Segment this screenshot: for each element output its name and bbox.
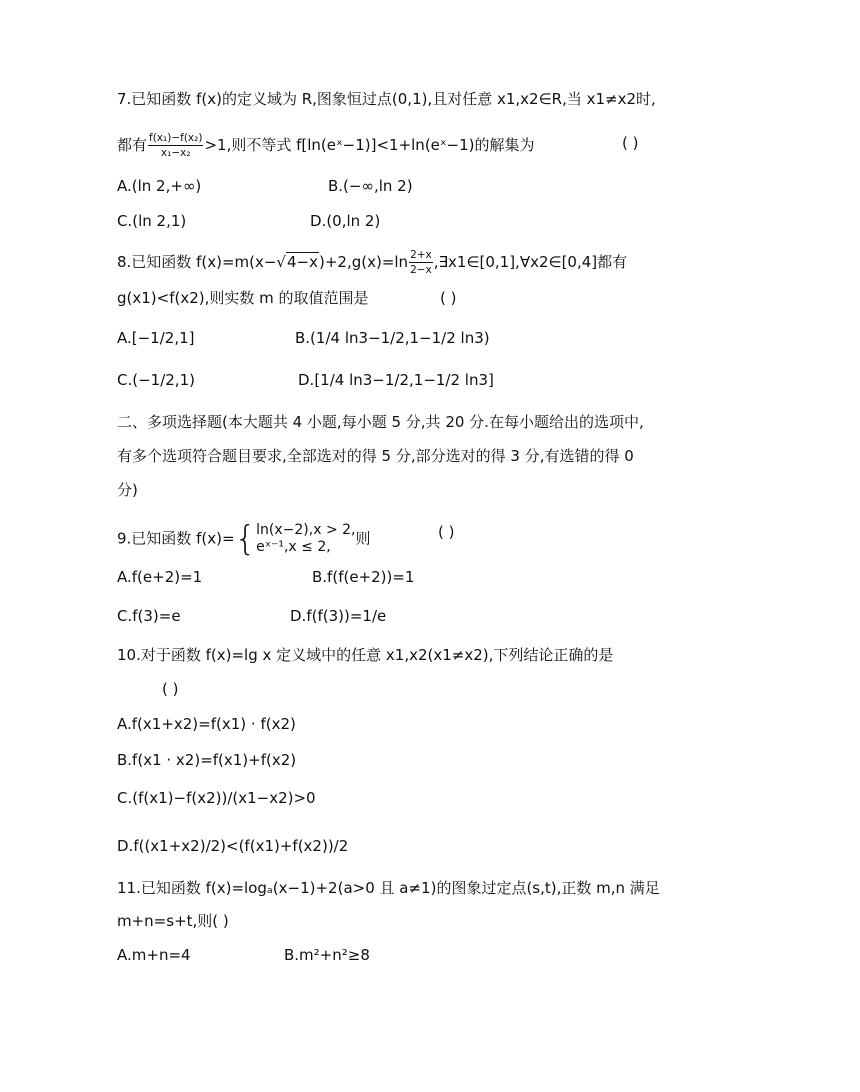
q7-fraction-denominator: x₁−x₂: [160, 146, 191, 159]
q7-stem-line2: [117, 133, 535, 158]
q9-case-2: eˣ⁻¹,x ≤ 2,: [256, 539, 331, 555]
q9-piecewise-cases: [256, 522, 355, 556]
q11-stem-line1: 11.已知函数 f(x)=logₐ(x−1)+2(a>0 且 a≠1)的图象过定点(s,t),正数 m,n 满足: [117, 879, 660, 897]
q8-fraction-denominator: 2−x: [410, 263, 432, 276]
q9-option-d: D.f(f(3))=1/e: [290, 607, 387, 625]
q9-piecewise-brace: {: [234, 519, 257, 559]
q8-sqrt: √4−x: [276, 253, 318, 271]
q8-fraction-numerator: 2+x: [410, 249, 432, 261]
q10-option-c: C.(f(x1)−f(x2))/(x1−x2)>0: [117, 789, 316, 807]
q11-option-b: B.m²+n²≥8: [284, 946, 370, 964]
q9-option-b: B.f(f(e+2))=1: [312, 568, 415, 586]
q10-option-d: D.f((x1+x2)/2)<(f(x1)+f(x2))/2: [117, 837, 349, 855]
section2-intro-line1: 二、多项选择题(本大题共 4 小题,每小题 5 分,共 20 分.在每小题给出的选项中,: [117, 413, 644, 431]
q7-stem-suffix: >1,则不等式 f[ln(eˣ−1)]<1+ln(eˣ−1)的解集为: [204, 136, 535, 154]
q9-answer-paren: ( ): [438, 523, 455, 541]
q8-option-b: B.(1/4 ln3−1/2,1−1/2 ln3): [295, 329, 490, 347]
q8-stem-part1: 8.已知函数 f(x)=m(x−: [117, 253, 277, 271]
q8-option-c: C.(−1/2,1): [117, 371, 195, 389]
q7-option-a: A.(ln 2,+∞): [117, 177, 202, 195]
q7-fraction: [148, 133, 203, 158]
q11-option-a: A.m+n=4: [117, 946, 191, 964]
q9-stem-suffix: 则: [355, 529, 371, 548]
q8-option-d: D.[1/4 ln3−1/2,1−1/2 ln3]: [298, 371, 494, 389]
q8-fraction: [409, 250, 433, 275]
q9-option-a: A.f(e+2)=1: [117, 568, 203, 586]
q8-stem-line2: g(x1)<f(x2),则实数 m 的取值范围是: [117, 289, 369, 307]
q7-stem-prefix: 都有: [117, 136, 148, 154]
q8-answer-paren: ( ): [440, 289, 457, 307]
q10-stem-line1: 10.对于函数 f(x)=lg x 定义域中的任意 x1,x2(x1≠x2),下列结论正确的是: [117, 646, 614, 664]
q11-stem-line2: m+n=s+t,则( ): [117, 912, 229, 930]
q8-sqrt-radicand: 4−x: [286, 253, 318, 271]
q7-stem-text: 7.已知函数 f(x)的定义域为 R,图象恒过点(0,1),且对任意 x1,x2∈R,当 x1≠x2时,: [117, 90, 656, 108]
q7-option-d: D.(0,ln 2): [310, 212, 381, 230]
q10-option-a: A.f(x1+x2)=f(x1) · f(x2): [117, 715, 296, 733]
q9-stem-prefix: 9.已知函数 f(x)=: [117, 529, 235, 548]
q7-fraction-numerator: f(x₁)−f(x₂): [149, 132, 203, 144]
q8-stem-part3: ,∃x1∈[0,1],∀x2∈[0,4]都有: [433, 253, 628, 271]
q7-answer-paren: ( ): [622, 134, 639, 152]
section2-intro-line2: 有多个选项符合题目要求,全部选对的得 5 分,部分选对的得 3 分,有选错的得 0: [117, 447, 634, 465]
q10-answer-paren: ( ): [162, 680, 179, 698]
q8-option-a: A.[−1/2,1]: [117, 329, 195, 347]
q9-case-1: ln(x−2),x > 2,: [256, 522, 356, 538]
q10-option-b: B.f(x1 · x2)=f(x1)+f(x2): [117, 751, 297, 769]
q8-stem-part2: )+2,g(x)=ln: [318, 253, 409, 271]
q7-stem-line1: [117, 89, 656, 109]
q8-stem-line1: [117, 250, 627, 275]
section2-intro-line3: 分): [117, 481, 138, 499]
q7-option-c: C.(ln 2,1): [117, 212, 187, 230]
q7-option-b: B.(−∞,ln 2): [328, 177, 413, 195]
q9-option-c: C.f(3)=e: [117, 607, 181, 625]
q9-stem: [117, 519, 371, 559]
